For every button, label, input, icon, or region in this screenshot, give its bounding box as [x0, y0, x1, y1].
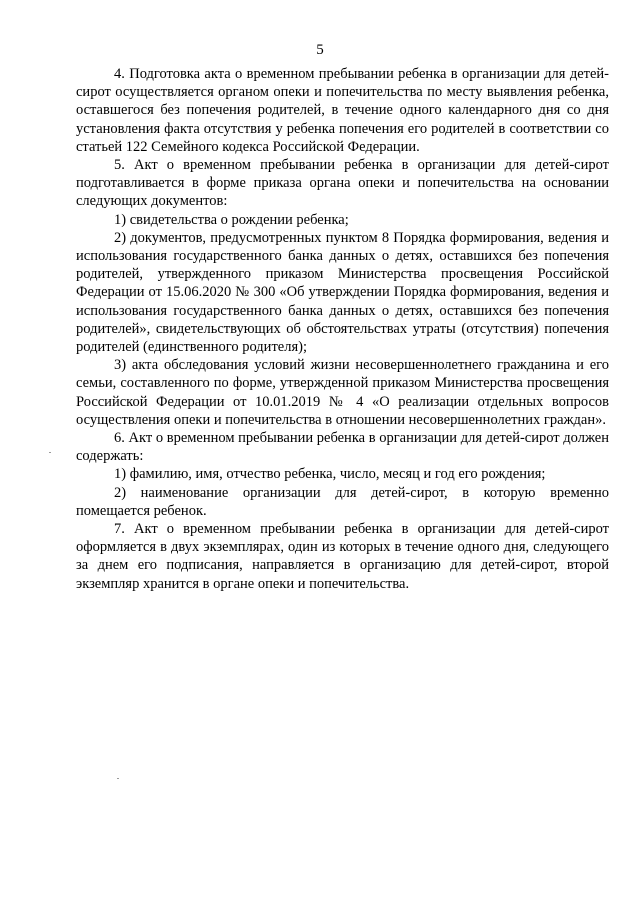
page-number: 5 [316, 42, 324, 58]
paragraph-item-6: 6. Акт о временном пребывании ребенка в организации для детей-сирот должен содержать: [76, 430, 609, 465]
paragraph-subitem-5-2: 2) документов, предусмотренных пунктом 8 Порядка формирования, ведения и использования государственного банка данных о детях, оставшихся без попечения родителей, утвержденного приказом Министерства просвещения Российской Федерации от 15.06.2020 № 300 «Об утверждении Порядка формирования, ведения и использования государственного банка данных о детях, оставшихся без попечения родителей», свидетельствующих об обстоятельствах утраты (отсутствия) попечения родителей (единственного родителя); [76, 229, 609, 356]
scan-speck [49, 452, 51, 453]
paragraph-subitem-5-3: 3) акта обследования условий жизни несовершеннолетнего гражданина и его семьи, составленного по форме, утвержденной приказом Министерства просвещения Российской Федерации от 10.01.2019 № 4 «О реализации отдельных вопросов осуществления опеки и попечительства в отношении несовершеннолетних граждан». [76, 357, 609, 428]
paragraph-item-7: 7. Акт о временном пребывании ребенка в организации для детей-сирот оформляется в двух экземплярах, один из которых в течение одного дня, следующего за днем его подписания, направляется в организацию для детей-сирот, второй экземпляр хранится в органе опеки и попечительства. [76, 521, 609, 592]
paragraph-subitem-5-1: 1) свидетельства о рождении ребенка; [114, 211, 349, 228]
paragraph-subitem-6-1: 1) фамилию, имя, отчество ребенка, число, месяц и год его рождения; [114, 466, 546, 483]
scan-speck [117, 778, 119, 779]
document-body [76, 65, 609, 593]
paragraph-subitem-6-2: 2) наименование организации для детей-сирот, в которую временно помещается ребенок. [76, 484, 609, 519]
paragraph-item-4: 4. Подготовка акта о временном пребывании ребенка в организации для детей-сирот осуществляется органом опеки и попечительства по месту выявления ребенка, оставшегося без попечения родителей, в течение одного календарного дня со дня установления факта отсутствия у ребенка попечения его родителей в соответствии со статьей 122 Семейного кодекса Российской Федерации. [76, 66, 609, 155]
paragraph-item-5: 5. Акт о временном пребывании ребенка в организации для детей-сирот подготавливается в форме приказа органа опеки и попечительства на основании следующих документов: [76, 157, 609, 210]
